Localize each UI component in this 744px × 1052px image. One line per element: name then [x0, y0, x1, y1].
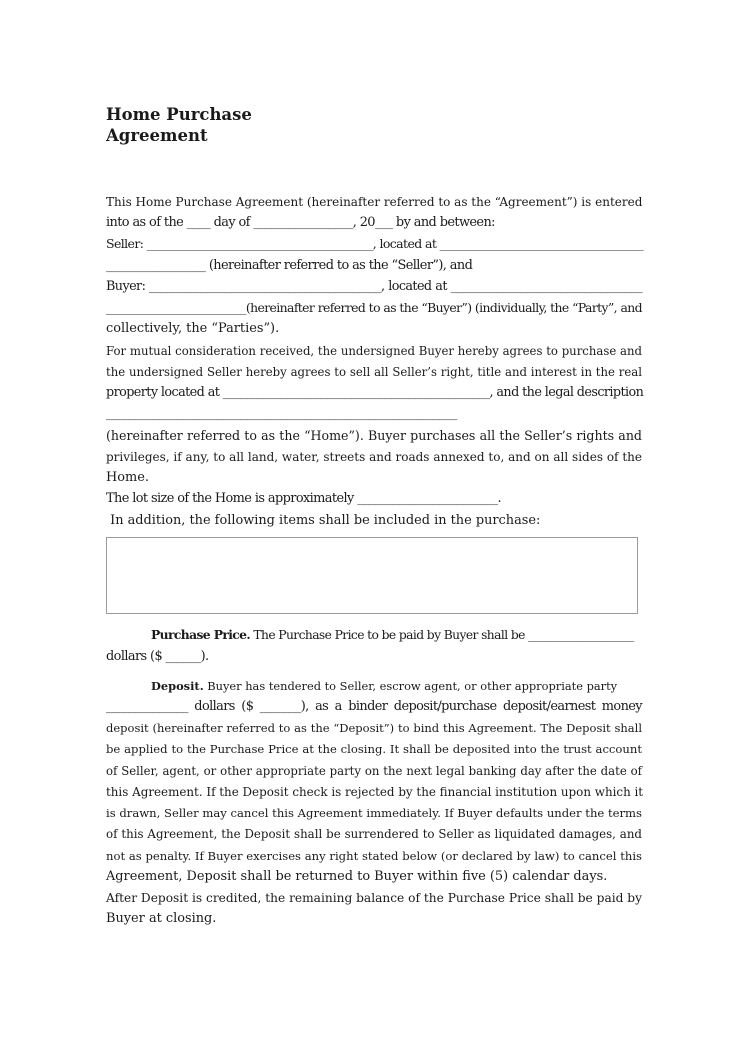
purchase-price-line-2: dollars ($ ______).	[106, 649, 209, 664]
property-location-line: property located at ______________________________________________, and the legal description	[106, 385, 644, 400]
home-definition-line-3: Home.	[106, 470, 149, 485]
deposit-line-12: Buyer at closing.	[106, 911, 217, 926]
deposit-text: Buyer has tendered to Seller, escrow agent, or other appropriate party	[203, 679, 618, 693]
title-line-1: Home Purchase	[106, 105, 252, 124]
intro-line-1: This Home Purchase Agreement (hereinafter referred to as the “Agreement”) is entered	[106, 195, 643, 209]
included-items-line: In addition, the following items shall be included in the purchase:	[106, 513, 541, 528]
deposit-line-8: of this Agreement, the Deposit shall be surrendered to Seller as liquidated damages, and	[106, 827, 642, 841]
legal-description-blank: ____________________________________________________________	[106, 406, 457, 421]
title-line-2: Agreement	[106, 126, 208, 145]
consideration-line-2: the undersigned Seller hereby agrees to sell all Seller’s right, title and interest in the real	[106, 365, 642, 379]
buyer-line: Buyer: ________________________________________, located at _________________________________	[106, 279, 642, 294]
deposit-line-2: ______________ dollars ($ _______), as a binder deposit/purchase deposit/earnest money	[106, 699, 642, 714]
buyer-reference-line: _________________________(hereinafter referred to as the “Buyer”) (individually, the “Party”, and	[106, 300, 642, 315]
seller-reference-line: _________________ (hereinafter referred to as the “Seller”), and	[106, 258, 473, 273]
deposit-heading: Deposit.	[151, 679, 204, 693]
deposit-line-7: is drawn, Seller may cancel this Agreement immediately. If Buyer defaults under the terms	[106, 806, 642, 820]
home-definition-line-1: (hereinafter referred to as the “Home”). Buyer purchases all the Seller’s rights and	[106, 428, 642, 443]
deposit-line-5: of Seller, agent, or other appropriate party on the next legal banking day after the date of	[106, 764, 642, 778]
consideration-line-1: For mutual consideration received, the undersigned Buyer hereby agrees to purchase and	[106, 344, 642, 358]
deposit-line-9: not as penalty. If Buyer exercises any right stated below (or declared by law) to cancel this	[106, 849, 642, 863]
purchase-price-text: The Purchase Price to be paid by Buyer shall be ___________________	[250, 628, 634, 642]
document-title	[106, 104, 252, 146]
deposit-line-3: deposit (hereinafter referred to as the “Deposit”) to bind this Agreement. The Deposit shall	[106, 721, 642, 735]
purchase-price-heading: Purchase Price.	[151, 627, 251, 642]
home-definition-line-2: privileges, if any, to all land, water, streets and roads annexed to, and on all sides of the	[106, 450, 642, 464]
seller-line: Seller: ________________________________________, located at ____________________________________	[106, 236, 644, 251]
deposit-line-4: be applied to the Purchase Price at the closing. It shall be deposited into the trust account	[106, 742, 642, 756]
intro-line-2: into as of the ____ day of _________________, 20___ by and between:	[106, 215, 495, 230]
deposit-line-10: Agreement, Deposit shall be returned to Buyer within five (5) calendar days.	[106, 869, 608, 884]
included-items-box[interactable]	[106, 537, 638, 614]
deposit-line-11: After Deposit is credited, the remaining balance of the Purchase Price shall be paid by	[106, 891, 642, 905]
purchase-price-line-1	[151, 627, 635, 643]
deposit-line-6: this Agreement. If the Deposit check is rejected by the financial institution upon which it	[106, 785, 644, 799]
parties-line: collectively, the “Parties”).	[106, 321, 280, 336]
deposit-line-1	[151, 678, 616, 694]
lot-size-line: The lot size of the Home is approximately ________________________.	[106, 491, 501, 506]
